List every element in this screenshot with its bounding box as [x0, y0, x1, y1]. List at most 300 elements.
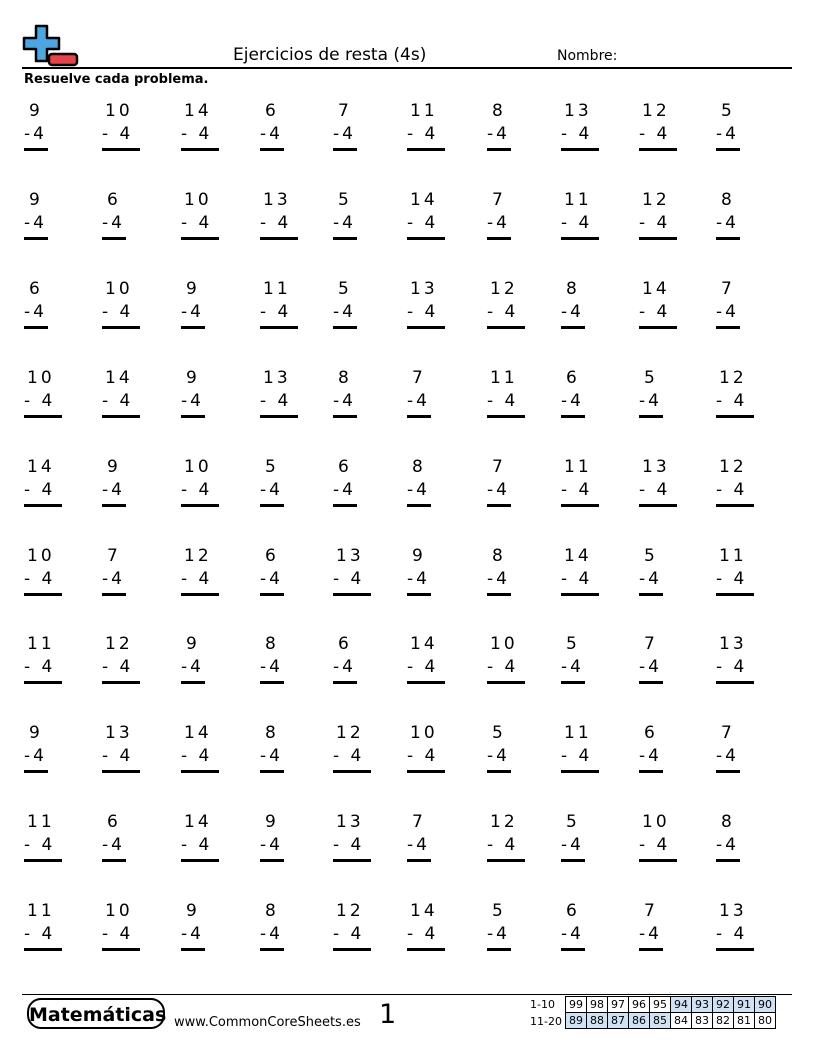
minuend: 12 — [336, 901, 364, 921]
page-number: 1 — [379, 999, 397, 1030]
minuend: 12 — [105, 634, 133, 654]
answer-line — [716, 415, 754, 418]
answer-line — [181, 237, 219, 240]
answer-line — [102, 237, 126, 240]
answer-line — [260, 948, 284, 951]
answer-line — [260, 593, 284, 596]
score-cell: 80 — [755, 1013, 776, 1029]
answer-line — [561, 859, 585, 862]
minuend: 8 — [721, 812, 735, 832]
minuend: 13 — [105, 723, 133, 743]
score-cell: 83 — [692, 1013, 713, 1029]
minuend: 12 — [490, 812, 518, 832]
answer-line — [333, 859, 371, 862]
subtrahend: -4 — [333, 302, 356, 322]
answer-line — [639, 237, 677, 240]
subtrahend: - 4 — [102, 657, 134, 677]
answer-line — [24, 948, 62, 951]
subtrahend: - 4 — [639, 835, 671, 855]
minuend: 7 — [412, 812, 426, 832]
subtrahend: - 4 — [181, 835, 213, 855]
answer-line — [487, 681, 525, 684]
minuend: 6 — [644, 723, 658, 743]
minuend: 14 — [184, 812, 212, 832]
minuend: 6 — [566, 901, 580, 921]
minuend: 10 — [27, 546, 55, 566]
answer-line — [181, 859, 219, 862]
score-cell: 91 — [734, 997, 755, 1013]
subtrahend: - 4 — [102, 302, 134, 322]
answer-line — [102, 326, 140, 329]
minuend: 9 — [29, 101, 43, 121]
minuend: 9 — [107, 457, 121, 477]
score-cell: 95 — [650, 997, 671, 1013]
subtrahend: - 4 — [260, 213, 292, 233]
minuend: 13 — [263, 368, 291, 388]
answer-line — [260, 415, 298, 418]
subtrahend: -4 — [260, 835, 283, 855]
footer-divider — [22, 994, 792, 995]
minuend: 7 — [492, 457, 506, 477]
answer-line — [561, 148, 599, 151]
minuend: 9 — [29, 190, 43, 210]
minuend: 11 — [27, 634, 55, 654]
subtrahend: -4 — [24, 124, 47, 144]
subtrahend: -4 — [407, 391, 430, 411]
minuend: 12 — [184, 546, 212, 566]
subtrahend: - 4 — [487, 835, 519, 855]
answer-line — [102, 148, 140, 151]
subtrahend: -4 — [716, 302, 739, 322]
minuend: 12 — [719, 368, 747, 388]
subtrahend: - 4 — [333, 924, 365, 944]
subtrahend: - 4 — [24, 391, 56, 411]
subtrahend: - 4 — [24, 480, 56, 500]
subtrahend: - 4 — [181, 746, 213, 766]
score-range-label: 11-20 — [530, 1015, 562, 1028]
subtrahend: -4 — [181, 657, 204, 677]
score-range-label: 1-10 — [530, 998, 555, 1011]
subtrahend: - 4 — [487, 657, 519, 677]
subtrahend: - 4 — [407, 924, 439, 944]
answer-line — [639, 415, 663, 418]
subtrahend: - 4 — [181, 569, 213, 589]
minuend: 14 — [105, 368, 133, 388]
subtrahend: - 4 — [639, 302, 671, 322]
minuend: 6 — [265, 101, 279, 121]
answer-line — [102, 859, 126, 862]
answer-line — [333, 237, 357, 240]
score-cell: 86 — [629, 1013, 650, 1029]
answer-line — [333, 415, 357, 418]
subtrahend: - 4 — [102, 746, 134, 766]
answer-line — [102, 504, 126, 507]
subtrahend: -4 — [561, 924, 584, 944]
answer-line — [639, 326, 677, 329]
minuend: 8 — [265, 901, 279, 921]
subtrahend: -4 — [407, 480, 430, 500]
score-cell: 98 — [587, 997, 608, 1013]
minuend: 7 — [492, 190, 506, 210]
subtrahend: - 4 — [487, 391, 519, 411]
minuend: 13 — [336, 546, 364, 566]
minuend: 10 — [410, 723, 438, 743]
score-cell: 89 — [566, 1013, 587, 1029]
minuend: 5 — [644, 546, 658, 566]
minuend: 5 — [338, 279, 352, 299]
answer-line — [181, 770, 219, 773]
minuend: 6 — [107, 812, 121, 832]
subtrahend: -4 — [24, 213, 47, 233]
subtrahend: - 4 — [407, 213, 439, 233]
score-row — [566, 1013, 776, 1029]
answer-line — [561, 593, 599, 596]
subtrahend: - 4 — [181, 213, 213, 233]
subtrahend: -4 — [487, 746, 510, 766]
subtrahend: -4 — [716, 124, 739, 144]
minuend: 7 — [721, 723, 735, 743]
score-cell: 90 — [755, 997, 776, 1013]
subtrahend: - 4 — [260, 302, 292, 322]
subtrahend: -4 — [333, 480, 356, 500]
minuend: 7 — [644, 634, 658, 654]
minuend: 6 — [107, 190, 121, 210]
minuend: 10 — [105, 901, 133, 921]
minuend: 12 — [642, 101, 670, 121]
answer-line — [639, 859, 677, 862]
minuend: 8 — [265, 634, 279, 654]
minuend: 7 — [338, 101, 352, 121]
subtrahend: -4 — [260, 657, 283, 677]
minuend: 11 — [719, 546, 747, 566]
answer-line — [639, 148, 677, 151]
minuend: 14 — [410, 901, 438, 921]
subtrahend: - 4 — [561, 746, 593, 766]
minuend: 10 — [105, 279, 133, 299]
answer-line — [561, 770, 599, 773]
subtrahend: - 4 — [102, 924, 134, 944]
answer-line — [639, 770, 663, 773]
subtrahend: - 4 — [260, 391, 292, 411]
answer-line — [487, 770, 511, 773]
answer-line — [716, 237, 740, 240]
minuend: 13 — [263, 190, 291, 210]
subtrahend: - 4 — [333, 746, 365, 766]
answer-line — [407, 770, 445, 773]
answer-line — [407, 326, 445, 329]
minuend: 11 — [564, 723, 592, 743]
subtrahend: - 4 — [102, 391, 134, 411]
minuend: 10 — [27, 368, 55, 388]
answer-line — [716, 326, 740, 329]
minuend: 11 — [410, 101, 438, 121]
answer-line — [407, 593, 431, 596]
minuend: 5 — [566, 812, 580, 832]
subtrahend: - 4 — [716, 391, 748, 411]
subtrahend: -4 — [561, 657, 584, 677]
subtrahend: -4 — [639, 657, 662, 677]
subtrahend: -4 — [260, 480, 283, 500]
answer-line — [260, 326, 298, 329]
minuend: 14 — [184, 723, 212, 743]
subtrahend: -4 — [102, 480, 125, 500]
score-cell: 99 — [566, 997, 587, 1013]
subtrahend: - 4 — [24, 657, 56, 677]
minuend: 7 — [721, 279, 735, 299]
minuend: 8 — [492, 101, 506, 121]
minuend: 6 — [566, 368, 580, 388]
minuend: 6 — [338, 634, 352, 654]
minuend: 5 — [265, 457, 279, 477]
minuend: 14 — [27, 457, 55, 477]
worksheet-title: Ejercicios de resta (4s) — [233, 45, 427, 65]
score-cell: 82 — [713, 1013, 734, 1029]
score-cell: 94 — [671, 997, 692, 1013]
answer-line — [716, 593, 754, 596]
minuend: 9 — [412, 546, 426, 566]
subtrahend: -4 — [407, 569, 430, 589]
subtrahend: -4 — [716, 746, 739, 766]
answer-line — [102, 681, 140, 684]
minuend: 12 — [719, 457, 747, 477]
subtrahend: -4 — [487, 124, 510, 144]
subtrahend: -4 — [561, 391, 584, 411]
minuend: 6 — [338, 457, 352, 477]
minuend: 13 — [410, 279, 438, 299]
answer-line — [487, 504, 511, 507]
answer-line — [260, 504, 284, 507]
score-cell: 81 — [734, 1013, 755, 1029]
answer-line — [639, 593, 663, 596]
answer-line — [333, 770, 371, 773]
subtrahend: -4 — [487, 480, 510, 500]
subtrahend: - 4 — [333, 569, 365, 589]
subtrahend: -4 — [407, 835, 430, 855]
answer-line — [181, 326, 205, 329]
score-cell: 88 — [587, 1013, 608, 1029]
answer-line — [260, 859, 284, 862]
answer-line — [24, 593, 62, 596]
minuend: 8 — [492, 546, 506, 566]
answer-line — [181, 504, 219, 507]
minuend: 13 — [336, 812, 364, 832]
answer-line — [102, 770, 140, 773]
answer-line — [561, 681, 585, 684]
minuend: 10 — [184, 190, 212, 210]
answer-line — [260, 681, 284, 684]
answer-line — [716, 504, 754, 507]
minuend: 13 — [719, 634, 747, 654]
answer-line — [716, 770, 740, 773]
subtrahend: - 4 — [24, 924, 56, 944]
minuend: 11 — [490, 368, 518, 388]
score-cell: 87 — [608, 1013, 629, 1029]
answer-line — [181, 681, 205, 684]
minuend: 11 — [27, 901, 55, 921]
minuend: 9 — [186, 279, 200, 299]
answer-line — [407, 948, 445, 951]
subtrahend: - 4 — [716, 657, 748, 677]
subtrahend: - 4 — [716, 924, 748, 944]
minuend: 10 — [105, 101, 133, 121]
minuend: 9 — [186, 634, 200, 654]
subtrahend: -4 — [487, 213, 510, 233]
answer-line — [487, 415, 525, 418]
subtrahend: -4 — [561, 835, 584, 855]
score-cell: 96 — [629, 997, 650, 1013]
answer-line — [24, 859, 62, 862]
subtrahend: -4 — [24, 302, 47, 322]
minuend: 8 — [566, 279, 580, 299]
answer-line — [561, 504, 599, 507]
answer-line — [333, 148, 357, 151]
minuend: 14 — [184, 101, 212, 121]
answer-line — [407, 415, 431, 418]
answer-line — [716, 148, 740, 151]
answer-line — [24, 681, 62, 684]
minuend: 5 — [492, 723, 506, 743]
minuend: 12 — [490, 279, 518, 299]
subtrahend: - 4 — [102, 124, 134, 144]
answer-line — [487, 237, 511, 240]
subtrahend: -4 — [639, 924, 662, 944]
subtrahend: -4 — [181, 302, 204, 322]
subtrahend: - 4 — [333, 835, 365, 855]
subtrahend: - 4 — [407, 746, 439, 766]
minuend: 8 — [721, 190, 735, 210]
subtrahend: -4 — [24, 746, 47, 766]
minuend: 11 — [263, 279, 291, 299]
subtrahend: - 4 — [24, 835, 56, 855]
subtrahend: -4 — [102, 569, 125, 589]
answer-line — [561, 237, 599, 240]
minuend: 14 — [642, 279, 670, 299]
answer-line — [407, 237, 445, 240]
minuend: 13 — [642, 457, 670, 477]
subtrahend: - 4 — [716, 480, 748, 500]
subtrahend: -4 — [102, 835, 125, 855]
answer-line — [24, 770, 48, 773]
subtrahend: - 4 — [561, 480, 593, 500]
answer-line — [24, 415, 62, 418]
header-divider — [22, 67, 792, 69]
score-cell: 97 — [608, 997, 629, 1013]
subtrahend: -4 — [260, 924, 283, 944]
minuend: 7 — [412, 368, 426, 388]
subtrahend: - 4 — [487, 302, 519, 322]
answer-line — [561, 326, 585, 329]
answer-line — [181, 948, 205, 951]
subtrahend: -4 — [639, 569, 662, 589]
subtrahend: -4 — [716, 213, 739, 233]
answer-line — [181, 593, 219, 596]
answer-line — [716, 948, 754, 951]
subtrahend: -4 — [639, 391, 662, 411]
brand-badge: Matemáticas — [27, 998, 165, 1029]
subtrahend: -4 — [102, 213, 125, 233]
minuend: 5 — [566, 634, 580, 654]
subtrahend: -4 — [333, 391, 356, 411]
plus-minus-logo-icon — [22, 24, 80, 68]
minuend: 11 — [564, 457, 592, 477]
name-label: Nombre: — [557, 48, 618, 64]
minuend: 12 — [642, 190, 670, 210]
minuend: 10 — [642, 812, 670, 832]
minuend: 14 — [410, 190, 438, 210]
subtrahend: - 4 — [181, 480, 213, 500]
minuend: 6 — [265, 546, 279, 566]
subtrahend: - 4 — [639, 213, 671, 233]
minuend: 5 — [338, 190, 352, 210]
answer-line — [24, 148, 48, 151]
score-cell: 85 — [650, 1013, 671, 1029]
site-url: www.CommonCoreSheets.es — [174, 1015, 361, 1030]
subtrahend: -4 — [260, 746, 283, 766]
minuend: 5 — [492, 901, 506, 921]
minuend: 9 — [186, 368, 200, 388]
answer-line — [407, 148, 445, 151]
score-cell: 93 — [692, 997, 713, 1013]
answer-line — [407, 504, 431, 507]
subtrahend: -4 — [561, 302, 584, 322]
answer-line — [487, 148, 511, 151]
score-row — [566, 997, 776, 1013]
answer-line — [24, 237, 48, 240]
answer-line — [181, 148, 219, 151]
subtrahend: - 4 — [407, 302, 439, 322]
minuend: 7 — [644, 901, 658, 921]
subtrahend: - 4 — [407, 124, 439, 144]
subtrahend: -4 — [181, 391, 204, 411]
minuend: 8 — [338, 368, 352, 388]
subtrahend: -4 — [487, 924, 510, 944]
answer-line — [260, 237, 298, 240]
answer-line — [407, 681, 445, 684]
answer-line — [639, 681, 663, 684]
answer-line — [333, 326, 357, 329]
minuend: 10 — [490, 634, 518, 654]
subtrahend: -4 — [333, 213, 356, 233]
subtrahend: -4 — [487, 569, 510, 589]
score-cell: 84 — [671, 1013, 692, 1029]
subtrahend: -4 — [333, 657, 356, 677]
minuend: 13 — [719, 901, 747, 921]
answer-line — [181, 415, 205, 418]
answer-line — [716, 681, 754, 684]
subtrahend: - 4 — [561, 569, 593, 589]
answer-line — [102, 948, 140, 951]
subtrahend: - 4 — [639, 124, 671, 144]
answer-line — [487, 948, 511, 951]
subtrahend: -4 — [260, 569, 283, 589]
answer-line — [487, 326, 525, 329]
answer-line — [333, 504, 357, 507]
answer-line — [260, 770, 284, 773]
answer-line — [716, 859, 740, 862]
answer-line — [102, 593, 126, 596]
instructions: Resuelve cada problema. — [24, 72, 209, 87]
subtrahend: - 4 — [407, 657, 439, 677]
score-cell: 92 — [713, 997, 734, 1013]
minuend: 14 — [410, 634, 438, 654]
answer-line — [333, 681, 357, 684]
answer-line — [561, 415, 585, 418]
minuend: 14 — [564, 546, 592, 566]
subtrahend: - 4 — [24, 569, 56, 589]
minuend: 11 — [27, 812, 55, 832]
subtrahend: -4 — [716, 835, 739, 855]
minuend: 5 — [644, 368, 658, 388]
